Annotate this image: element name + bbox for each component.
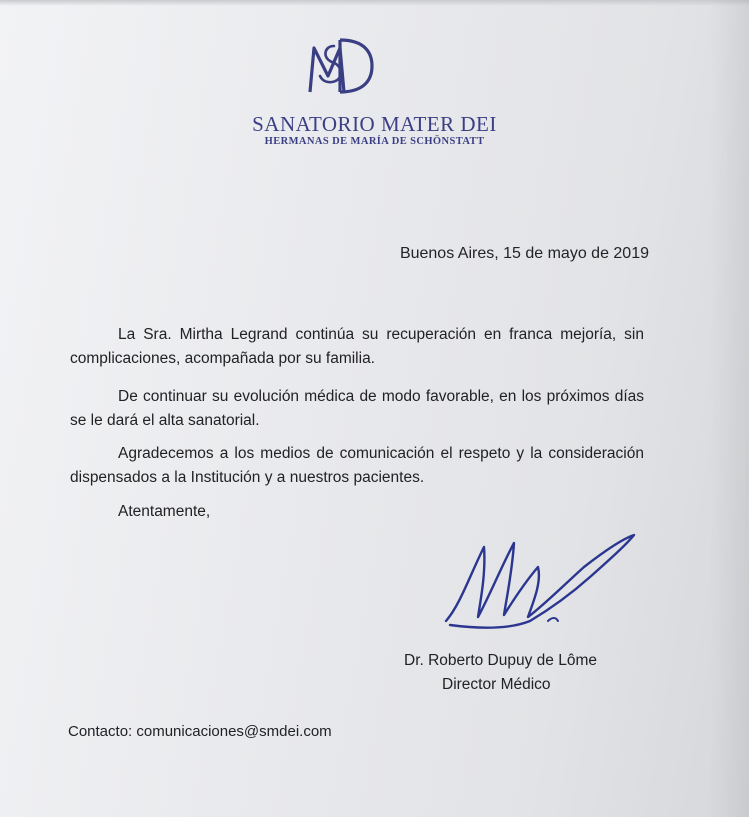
body-paragraph: De continuar su evolución médica de modo favorable, en los próximos días se le dará el alta sanatorial. bbox=[70, 388, 644, 429]
sanatorio-logo-icon bbox=[300, 26, 380, 106]
signer-name: Dr. Roberto Dupuy de Lôme bbox=[404, 652, 597, 669]
signer-title: Director Médico bbox=[442, 676, 551, 693]
contact-line: Contacto: comunicaciones@smdei.com bbox=[68, 723, 332, 740]
body-paragraph: Agradecemos a los medios de comunicación el respeto y la consideración dispensados a la Institución y a nuestros pacientes. bbox=[70, 445, 644, 486]
paper-shadow bbox=[709, 0, 749, 817]
institution-subtitle: HERMANAS DE MARÍA DE SCHÖNSTATT bbox=[264, 136, 485, 147]
body-paragraph: La Sra. Mirtha Legrand continúa su recuperación en franca mejoría, sin complicaciones, acompañada por su familia. bbox=[70, 326, 644, 367]
handwritten-signature bbox=[440, 525, 640, 635]
paper-edge bbox=[0, 0, 749, 6]
letter-date: Buenos Aires, 15 de mayo de 2019 bbox=[399, 245, 649, 262]
closing-salutation: Atentamente, bbox=[118, 503, 211, 520]
institution-name: SANATORIO MATER DEI bbox=[252, 112, 497, 136]
